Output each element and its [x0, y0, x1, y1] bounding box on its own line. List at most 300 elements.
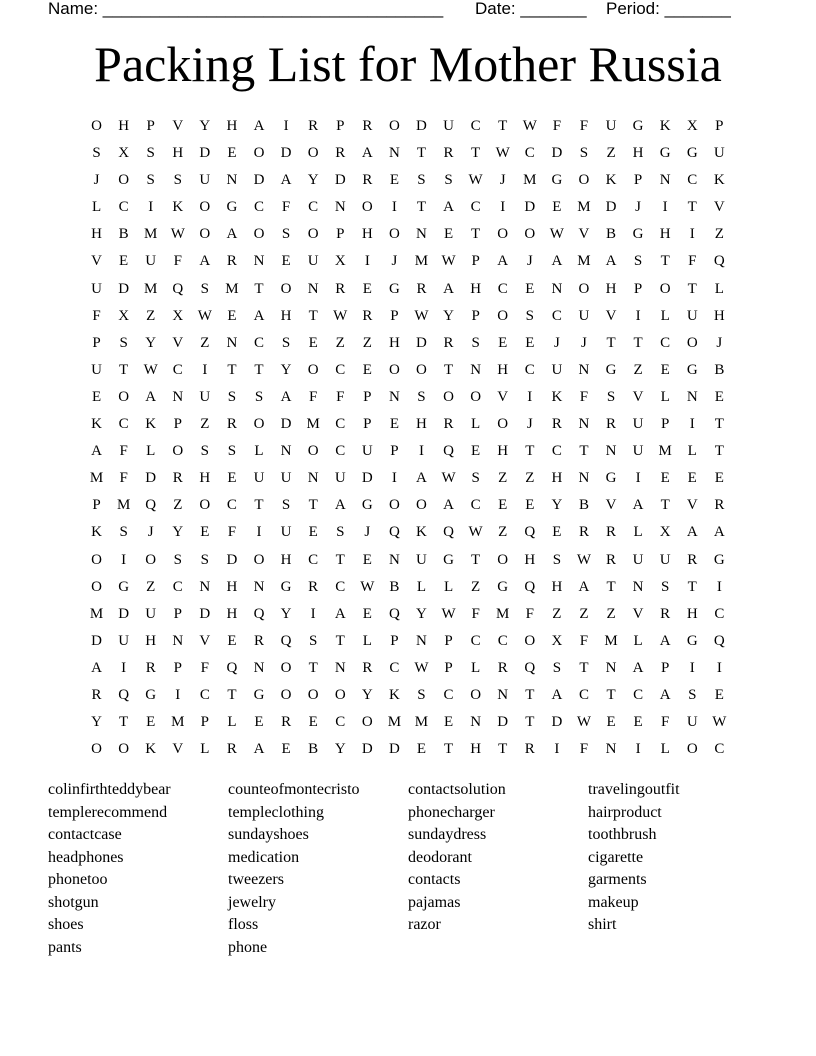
- period-field[interactable]: Period: _______: [606, 0, 731, 18]
- grid-letter[interactable]: P: [92, 497, 101, 514]
- grid-letter[interactable]: N: [659, 172, 671, 189]
- grid-letter[interactable]: I: [364, 253, 370, 270]
- grid-letter[interactable]: O: [388, 497, 400, 514]
- grid-letter[interactable]: S: [92, 145, 101, 162]
- grid-letter[interactable]: T: [308, 307, 318, 324]
- grid-letter[interactable]: E: [308, 714, 318, 731]
- grid-letter[interactable]: G: [551, 172, 563, 189]
- grid-letter[interactable]: N: [226, 334, 238, 351]
- grid-letter[interactable]: T: [660, 253, 670, 270]
- grid-letter[interactable]: C: [497, 280, 508, 297]
- grid-letter[interactable]: K: [551, 388, 563, 405]
- grid-letter[interactable]: U: [118, 632, 130, 649]
- grid-letter[interactable]: O: [253, 551, 265, 568]
- grid-letter[interactable]: A: [713, 524, 725, 541]
- grid-letter[interactable]: T: [606, 578, 616, 595]
- grid-letter[interactable]: I: [256, 524, 262, 541]
- grid-letter[interactable]: Q: [388, 605, 400, 622]
- grid-letter[interactable]: I: [689, 659, 695, 676]
- grid-letter[interactable]: O: [307, 443, 319, 460]
- grid-letter[interactable]: J: [553, 334, 560, 351]
- grid-letter[interactable]: X: [118, 307, 130, 324]
- grid-letter[interactable]: F: [281, 199, 291, 216]
- grid-letter[interactable]: F: [579, 118, 589, 134]
- grid-letter[interactable]: E: [389, 172, 399, 189]
- grid-letter[interactable]: Y: [280, 605, 292, 622]
- grid-letter[interactable]: H: [91, 226, 102, 243]
- grid-letter[interactable]: Y: [145, 334, 157, 351]
- grid-letter[interactable]: D: [280, 145, 292, 162]
- grid-letter[interactable]: H: [713, 307, 725, 324]
- grid-letter[interactable]: D: [118, 280, 130, 297]
- grid-letter[interactable]: L: [471, 659, 481, 676]
- grid-letter[interactable]: E: [443, 714, 454, 731]
- grid-letter[interactable]: R: [606, 416, 617, 433]
- grid-letter[interactable]: T: [227, 686, 237, 703]
- grid-letter[interactable]: T: [227, 361, 237, 378]
- grid-letter[interactable]: K: [172, 199, 184, 216]
- grid-letter[interactable]: N: [497, 686, 509, 703]
- grid-letter[interactable]: T: [471, 226, 481, 243]
- grid-letter[interactable]: S: [119, 334, 128, 351]
- grid-letter[interactable]: U: [199, 388, 211, 405]
- grid-letter[interactable]: I: [391, 199, 397, 216]
- grid-letter[interactable]: I: [662, 199, 668, 216]
- grid-letter[interactable]: A: [659, 632, 671, 649]
- grid-letter[interactable]: E: [389, 416, 399, 433]
- grid-letter[interactable]: U: [578, 307, 590, 324]
- grid-letter[interactable]: R: [416, 280, 427, 297]
- grid-letter[interactable]: A: [145, 388, 157, 405]
- grid-letter[interactable]: T: [254, 361, 264, 378]
- grid-letter[interactable]: W: [441, 605, 456, 622]
- grid-letter[interactable]: A: [253, 307, 265, 324]
- grid-letter[interactable]: I: [554, 741, 560, 758]
- grid-letter[interactable]: R: [254, 632, 265, 649]
- grid-letter[interactable]: H: [497, 361, 509, 378]
- grid-letter[interactable]: E: [362, 361, 372, 378]
- grid-letter[interactable]: O: [118, 741, 130, 758]
- grid-letter[interactable]: S: [606, 388, 616, 405]
- grid-letter[interactable]: W: [495, 145, 510, 162]
- grid-letter[interactable]: E: [714, 388, 724, 405]
- grid-letter[interactable]: R: [335, 145, 346, 162]
- grid-letter[interactable]: C: [254, 199, 265, 216]
- grid-letter[interactable]: E: [281, 253, 291, 270]
- grid-letter[interactable]: F: [92, 307, 101, 324]
- grid-letter[interactable]: O: [578, 172, 590, 189]
- grid-letter[interactable]: N: [632, 578, 644, 595]
- grid-letter[interactable]: W: [522, 118, 537, 134]
- grid-letter[interactable]: W: [549, 226, 564, 243]
- grid-letter[interactable]: O: [199, 199, 211, 216]
- grid-letter[interactable]: N: [470, 361, 482, 378]
- grid-letter[interactable]: Q: [388, 524, 400, 541]
- grid-letter[interactable]: P: [363, 388, 372, 405]
- grid-letter[interactable]: I: [689, 416, 695, 433]
- grid-letter[interactable]: O: [388, 226, 400, 243]
- grid-letter[interactable]: T: [687, 280, 697, 297]
- grid-letter[interactable]: U: [91, 361, 102, 378]
- grid-letter[interactable]: S: [633, 253, 643, 270]
- grid-letter[interactable]: J: [581, 334, 587, 351]
- grid-letter[interactable]: R: [362, 172, 373, 189]
- grid-letter[interactable]: M: [658, 443, 672, 460]
- grid-letter[interactable]: V: [199, 632, 211, 649]
- grid-letter[interactable]: B: [118, 226, 129, 243]
- grid-letter[interactable]: D: [551, 145, 563, 162]
- grid-letter[interactable]: P: [471, 253, 480, 270]
- grid-letter[interactable]: R: [308, 118, 319, 134]
- grid-letter[interactable]: S: [417, 686, 426, 703]
- grid-letter[interactable]: A: [578, 578, 590, 595]
- grid-letter[interactable]: T: [471, 145, 481, 162]
- grid-letter[interactable]: K: [713, 172, 725, 189]
- grid-letter[interactable]: P: [173, 659, 182, 676]
- grid-letter[interactable]: O: [118, 388, 130, 405]
- grid-letter[interactable]: N: [605, 443, 617, 460]
- grid-letter[interactable]: F: [119, 443, 128, 460]
- grid-letter[interactable]: A: [497, 253, 509, 270]
- grid-letter[interactable]: G: [686, 632, 698, 649]
- grid-letter[interactable]: V: [497, 388, 509, 405]
- grid-letter[interactable]: E: [552, 524, 562, 541]
- grid-letter[interactable]: L: [146, 443, 156, 460]
- grid-letter[interactable]: M: [577, 253, 591, 270]
- grid-letter[interactable]: C: [172, 578, 183, 595]
- grid-letter[interactable]: L: [633, 524, 643, 541]
- grid-letter[interactable]: O: [280, 686, 292, 703]
- grid-letter[interactable]: F: [552, 118, 562, 134]
- grid-letter[interactable]: B: [606, 226, 617, 243]
- grid-letter[interactable]: N: [578, 470, 590, 487]
- grid-letter[interactable]: W: [333, 307, 348, 324]
- grid-letter[interactable]: H: [226, 605, 238, 622]
- grid-letter[interactable]: M: [144, 226, 158, 243]
- grid-letter[interactable]: H: [280, 307, 292, 324]
- grid-letter[interactable]: E: [552, 199, 562, 216]
- grid-letter[interactable]: O: [497, 416, 509, 433]
- grid-letter[interactable]: O: [578, 280, 590, 297]
- grid-letter[interactable]: C: [308, 199, 319, 216]
- grid-letter[interactable]: K: [388, 686, 400, 703]
- grid-letter[interactable]: W: [143, 361, 158, 378]
- grid-letter[interactable]: C: [470, 632, 481, 649]
- grid-letter[interactable]: A: [686, 524, 698, 541]
- grid-letter[interactable]: T: [714, 416, 724, 433]
- grid-letter[interactable]: E: [281, 741, 291, 758]
- grid-letter[interactable]: R: [172, 470, 183, 487]
- grid-letter[interactable]: T: [579, 443, 589, 460]
- grid-letter[interactable]: G: [605, 470, 617, 487]
- grid-letter[interactable]: D: [91, 632, 102, 649]
- grid-letter[interactable]: S: [471, 334, 480, 351]
- grid-letter[interactable]: Z: [606, 605, 616, 622]
- grid-letter[interactable]: V: [605, 497, 617, 514]
- grid-letter[interactable]: O: [334, 686, 346, 703]
- grid-letter[interactable]: I: [202, 361, 208, 378]
- grid-letter[interactable]: O: [307, 145, 319, 162]
- grid-letter[interactable]: D: [388, 741, 400, 758]
- grid-letter[interactable]: R: [308, 578, 319, 595]
- grid-letter[interactable]: N: [416, 632, 427, 649]
- grid-letter[interactable]: A: [443, 497, 454, 514]
- grid-letter[interactable]: Y: [416, 605, 427, 622]
- grid-letter[interactable]: O: [199, 497, 211, 514]
- grid-letter[interactable]: L: [471, 416, 481, 433]
- grid-letter[interactable]: F: [227, 524, 237, 541]
- grid-letter[interactable]: O: [470, 686, 482, 703]
- grid-letter[interactable]: R: [660, 605, 671, 622]
- grid-letter[interactable]: L: [200, 741, 210, 758]
- grid-letter[interactable]: F: [471, 605, 480, 622]
- grid-letter[interactable]: N: [551, 280, 563, 297]
- grid-letter[interactable]: T: [525, 686, 535, 703]
- grid-letter[interactable]: P: [200, 714, 210, 731]
- grid-letter[interactable]: N: [605, 659, 617, 676]
- grid-letter[interactable]: E: [471, 443, 481, 460]
- grid-letter[interactable]: C: [118, 416, 129, 433]
- grid-letter[interactable]: C: [226, 497, 237, 514]
- grid-letter[interactable]: P: [661, 659, 670, 676]
- grid-letter[interactable]: W: [414, 307, 429, 324]
- grid-letter[interactable]: R: [443, 334, 454, 351]
- grid-letter[interactable]: Z: [200, 416, 210, 433]
- grid-letter[interactable]: C: [443, 686, 454, 703]
- grid-letter[interactable]: S: [281, 226, 291, 243]
- grid-letter[interactable]: R: [687, 551, 698, 568]
- grid-letter[interactable]: Q: [443, 524, 454, 541]
- grid-letter[interactable]: T: [579, 659, 589, 676]
- grid-letter[interactable]: A: [199, 253, 211, 270]
- grid-letter[interactable]: H: [551, 578, 563, 595]
- grid-letter[interactable]: D: [605, 199, 617, 216]
- grid-letter[interactable]: O: [91, 578, 102, 595]
- grid-letter[interactable]: U: [551, 361, 563, 378]
- grid-letter[interactable]: X: [551, 632, 563, 649]
- grid-letter[interactable]: P: [444, 659, 453, 676]
- grid-letter[interactable]: O: [497, 307, 509, 324]
- grid-letter[interactable]: F: [661, 714, 670, 731]
- grid-letter[interactable]: E: [606, 714, 616, 731]
- grid-letter[interactable]: P: [390, 307, 399, 324]
- grid-letter[interactable]: P: [363, 416, 372, 433]
- grid-letter[interactable]: C: [335, 578, 346, 595]
- grid-letter[interactable]: G: [497, 578, 509, 595]
- grid-letter[interactable]: S: [227, 388, 237, 405]
- grid-letter[interactable]: A: [334, 497, 346, 514]
- grid-letter[interactable]: L: [91, 199, 102, 216]
- grid-letter[interactable]: T: [687, 578, 697, 595]
- grid-letter[interactable]: C: [551, 307, 562, 324]
- grid-letter[interactable]: O: [524, 226, 536, 243]
- grid-letter[interactable]: Q: [172, 280, 184, 297]
- grid-letter[interactable]: P: [661, 416, 670, 433]
- grid-letter[interactable]: N: [605, 741, 617, 758]
- grid-letter[interactable]: G: [443, 551, 454, 568]
- grid-letter[interactable]: N: [307, 470, 319, 487]
- grid-letter[interactable]: T: [443, 361, 454, 378]
- grid-letter[interactable]: I: [121, 659, 127, 676]
- grid-letter[interactable]: W: [712, 714, 727, 731]
- grid-letter[interactable]: A: [91, 659, 102, 676]
- grid-letter[interactable]: J: [364, 524, 371, 541]
- grid-letter[interactable]: T: [498, 118, 508, 134]
- grid-letter[interactable]: C: [551, 443, 562, 460]
- grid-letter[interactable]: D: [118, 605, 130, 622]
- grid-letter[interactable]: L: [714, 280, 724, 297]
- grid-letter[interactable]: O: [416, 361, 427, 378]
- grid-letter[interactable]: C: [172, 361, 183, 378]
- grid-letter[interactable]: N: [280, 443, 292, 460]
- grid-letter[interactable]: Q: [145, 497, 157, 514]
- grid-letter[interactable]: V: [172, 741, 184, 758]
- grid-letter[interactable]: O: [443, 388, 454, 405]
- grid-letter[interactable]: A: [605, 253, 617, 270]
- grid-letter[interactable]: U: [145, 605, 157, 622]
- grid-letter[interactable]: I: [527, 388, 533, 405]
- grid-letter[interactable]: V: [578, 226, 590, 243]
- grid-letter[interactable]: M: [144, 280, 158, 297]
- grid-letter[interactable]: G: [713, 551, 725, 568]
- grid-letter[interactable]: O: [659, 280, 671, 297]
- grid-letter[interactable]: M: [171, 714, 185, 731]
- grid-letter[interactable]: S: [173, 172, 182, 189]
- grid-letter[interactable]: W: [170, 226, 185, 243]
- grid-letter[interactable]: T: [687, 199, 697, 216]
- grid-letter[interactable]: T: [714, 443, 724, 460]
- grid-letter[interactable]: C: [254, 334, 265, 351]
- grid-letter[interactable]: N: [388, 145, 400, 162]
- grid-letter[interactable]: E: [308, 524, 318, 541]
- grid-letter[interactable]: O: [145, 551, 157, 568]
- grid-letter[interactable]: U: [361, 443, 373, 460]
- grid-letter[interactable]: O: [307, 361, 319, 378]
- grid-letter[interactable]: X: [334, 253, 346, 270]
- grid-letter[interactable]: V: [686, 497, 698, 514]
- grid-letter[interactable]: C: [497, 632, 508, 649]
- grid-letter[interactable]: O: [524, 632, 536, 649]
- grid-letter[interactable]: N: [253, 578, 265, 595]
- grid-letter[interactable]: O: [172, 443, 184, 460]
- grid-letter[interactable]: V: [172, 118, 184, 134]
- grid-letter[interactable]: I: [716, 578, 722, 595]
- grid-letter[interactable]: A: [443, 280, 454, 297]
- grid-letter[interactable]: J: [147, 524, 154, 541]
- grid-letter[interactable]: R: [226, 253, 237, 270]
- grid-letter[interactable]: O: [416, 497, 427, 514]
- grid-letter[interactable]: N: [253, 659, 265, 676]
- grid-letter[interactable]: E: [362, 551, 372, 568]
- grid-letter[interactable]: E: [687, 470, 697, 487]
- grid-letter[interactable]: R: [714, 497, 725, 514]
- grid-letter[interactable]: Q: [443, 443, 454, 460]
- grid-letter[interactable]: J: [93, 172, 100, 189]
- grid-letter[interactable]: Y: [172, 524, 184, 541]
- grid-letter[interactable]: O: [361, 199, 373, 216]
- grid-letter[interactable]: Z: [173, 497, 183, 514]
- grid-letter[interactable]: P: [336, 118, 345, 134]
- grid-letter[interactable]: S: [146, 145, 155, 162]
- grid-letter[interactable]: M: [225, 280, 239, 297]
- grid-letter[interactable]: Q: [524, 578, 536, 595]
- grid-letter[interactable]: T: [335, 632, 345, 649]
- grid-letter[interactable]: O: [91, 741, 102, 758]
- grid-letter[interactable]: R: [606, 524, 617, 541]
- grid-letter[interactable]: R: [281, 714, 292, 731]
- grid-letter[interactable]: D: [416, 118, 427, 134]
- grid-letter[interactable]: C: [633, 686, 644, 703]
- grid-letter[interactable]: O: [497, 551, 509, 568]
- grid-letter[interactable]: E: [119, 253, 129, 270]
- grid-letter[interactable]: R: [226, 741, 237, 758]
- grid-letter[interactable]: H: [280, 551, 292, 568]
- grid-letter[interactable]: S: [417, 172, 426, 189]
- grid-letter[interactable]: D: [199, 145, 211, 162]
- grid-letter[interactable]: D: [145, 470, 157, 487]
- grid-letter[interactable]: T: [254, 497, 264, 514]
- grid-letter[interactable]: C: [470, 118, 481, 134]
- grid-letter[interactable]: R: [497, 659, 508, 676]
- grid-letter[interactable]: C: [335, 714, 346, 731]
- grid-letter[interactable]: P: [444, 632, 453, 649]
- grid-letter[interactable]: T: [606, 334, 616, 351]
- grid-letter[interactable]: A: [443, 199, 454, 216]
- grid-letter[interactable]: O: [497, 226, 509, 243]
- grid-letter[interactable]: W: [197, 307, 212, 324]
- grid-letter[interactable]: Z: [498, 524, 508, 541]
- grid-letter[interactable]: V: [632, 605, 644, 622]
- grid-letter[interactable]: S: [552, 659, 562, 676]
- grid-letter[interactable]: E: [362, 280, 372, 297]
- grid-letter[interactable]: O: [686, 741, 698, 758]
- grid-letter[interactable]: E: [525, 334, 535, 351]
- grid-letter[interactable]: A: [551, 253, 563, 270]
- grid-letter[interactable]: T: [525, 714, 535, 731]
- grid-letter[interactable]: Z: [579, 605, 589, 622]
- grid-letter[interactable]: C: [660, 334, 671, 351]
- grid-letter[interactable]: E: [362, 605, 372, 622]
- grid-letter[interactable]: F: [336, 388, 345, 405]
- grid-letter[interactable]: G: [632, 118, 644, 134]
- grid-letter[interactable]: O: [280, 280, 292, 297]
- grid-letter[interactable]: U: [686, 714, 698, 731]
- grid-letter[interactable]: J: [499, 172, 506, 189]
- grid-letter[interactable]: H: [686, 605, 698, 622]
- grid-letter[interactable]: Q: [226, 659, 238, 676]
- grid-letter[interactable]: I: [689, 226, 695, 243]
- grid-letter[interactable]: B: [389, 578, 400, 595]
- grid-letter[interactable]: H: [118, 118, 130, 134]
- grid-letter[interactable]: T: [660, 497, 670, 514]
- grid-letter[interactable]: H: [226, 118, 238, 134]
- grid-letter[interactable]: N: [686, 388, 698, 405]
- grid-letter[interactable]: M: [496, 605, 510, 622]
- grid-letter[interactable]: O: [361, 714, 373, 731]
- grid-letter[interactable]: U: [632, 551, 644, 568]
- grid-letter[interactable]: E: [498, 334, 508, 351]
- grid-letter[interactable]: D: [361, 741, 373, 758]
- grid-letter[interactable]: H: [226, 578, 238, 595]
- grid-letter[interactable]: H: [632, 145, 644, 162]
- grid-letter[interactable]: H: [470, 280, 482, 297]
- grid-letter[interactable]: A: [253, 741, 265, 758]
- name-field[interactable]: Name: ____________________________________: [48, 0, 444, 18]
- grid-letter[interactable]: F: [200, 659, 210, 676]
- grid-letter[interactable]: S: [281, 334, 291, 351]
- grid-letter[interactable]: S: [254, 388, 264, 405]
- grid-letter[interactable]: R: [524, 741, 535, 758]
